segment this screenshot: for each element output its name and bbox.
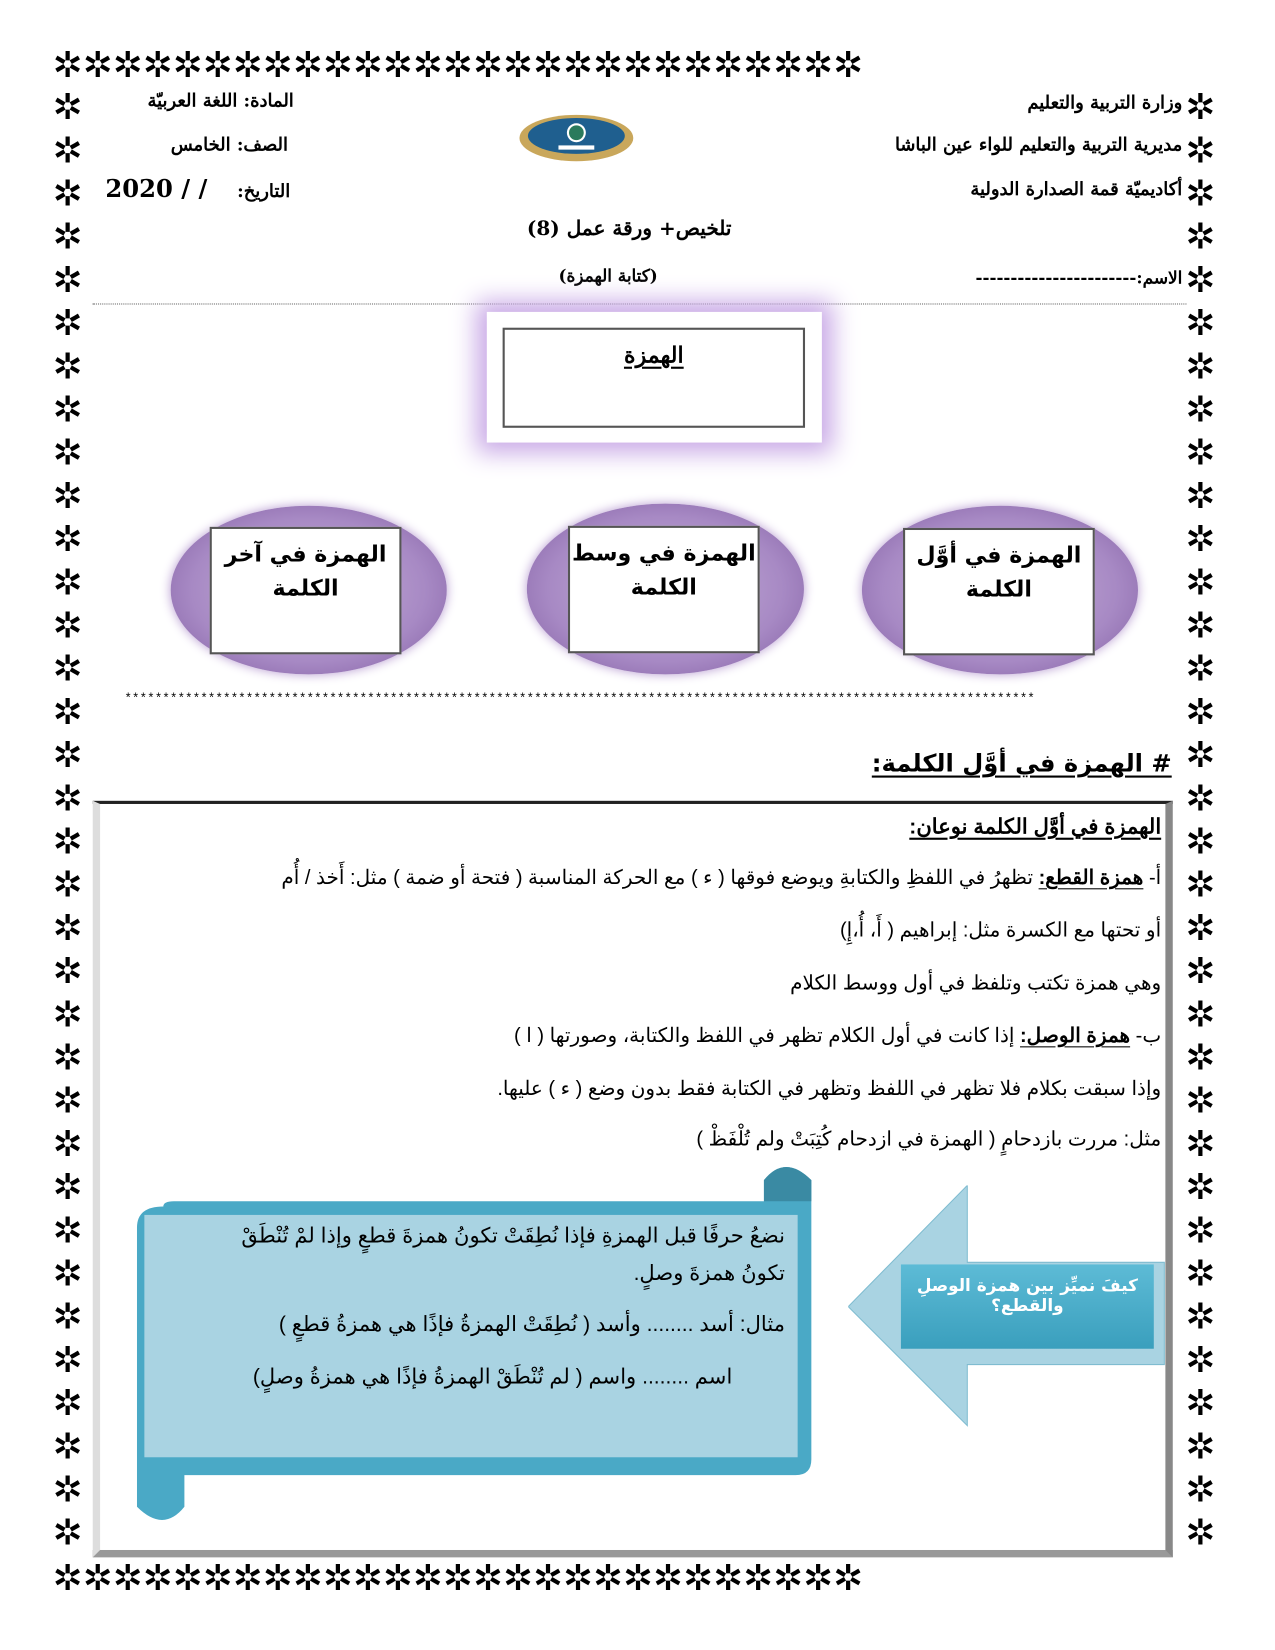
academy: أكاديميّة قمة الصدارة الدولية <box>970 179 1183 201</box>
star-border-right: ✲ ✲ ✲ ✲ ✲ ✲ ✲ ✲ ✲ ✲ ✲ ✲ ✲ ✲ ✲ ✲ ✲ ✲ ✲ ✲ ✲ ✲ ✲ ✲ ✲ ✲ ✲ ✲ ✲ ✲ ✲ ✲ ✲ ✲ <box>1185 86 1216 1555</box>
section-subtitle: الهمزة في أوَّل الكلمة نوعان: <box>909 815 1162 839</box>
wasl-note: وإذا سبقت بكلام فلا تظهر في اللفظ وتظهر في الكتابة فقط بدون وضع ( ء ) عليها. <box>497 1077 1162 1101</box>
academy-logo <box>518 114 634 162</box>
subject: المادة: اللغة العربيّة <box>147 90 294 112</box>
grade: الصف: الخامس <box>170 134 288 156</box>
topic: (كتابة الهمزة) <box>558 265 658 286</box>
scroll-line-2: تكونُ همزةَ وصلٍ. <box>633 1262 786 1286</box>
star-border-left: ✲ ✲ ✲ ✲ ✲ ✲ ✲ ✲ ✲ ✲ ✲ ✲ ✲ ✲ ✲ ✲ ✲ ✲ ✲ ✲ ✲ ✲ ✲ ✲ ✲ ✲ ✲ ✲ ✲ ✲ ✲ ✲ ✲ ✲ <box>52 86 83 1555</box>
scroll-line-1: نضعُ حرفًا قبل الهمزةِ فإذا نُطِقَتْ تكونُ همزةَ قطعٍ وإذا لمْ تُنْطَقْ <box>241 1224 786 1248</box>
star-border-bottom: ✲✲✲✲✲✲✲✲✲✲✲✲✲✲✲✲✲✲✲✲✲✲✲✲✲✲✲ <box>52 1557 864 1600</box>
root-node: الهمزة <box>503 328 805 428</box>
wasl-example: مثل: مررت بازدحامٍ ( الهمزة في ازدحام كُتِبَتْ ولم تُلْفَظْ ) <box>696 1128 1162 1151</box>
scroll-shape <box>132 1154 827 1533</box>
child-node-end: الهمزة في آخر الكلمة <box>210 527 402 654</box>
qat-definition: أ- همزة القطع: تظهرُ في اللفظِ والكتابةِ ويوضع فوقها ( ء ) مع الحركة المناسبة ( فتحة أو ضمة ) مثل: أَخذ / أُم <box>281 867 1162 890</box>
wasl-definition: ب- همزة الوصل: إذا كانت في أول الكلام تظهر في اللفظ والكتابة، وصورتها ( ا ) <box>513 1025 1162 1048</box>
star-separator: ************************************************************************************************************************ <box>124 691 1035 706</box>
callout-question: كيفَ نميِّز بين همزة الوصلِ والقطع؟ <box>901 1264 1154 1348</box>
date-value: 2020 / / <box>105 174 208 204</box>
section-title: # الهمزة في أوَّل الكلمة: <box>871 750 1172 778</box>
name-field[interactable]: الاسم:----------------------- <box>975 267 1183 288</box>
directorate: مديرية التربية والتعليم للواء عين الباشا <box>894 134 1183 156</box>
worksheet-title: تلخيص+ ورقة عمل (8) <box>526 217 732 241</box>
child-node-middle: الهمزة في وسط الكلمة <box>568 526 760 653</box>
date-label: التاريخ: <box>237 181 291 203</box>
header-divider <box>93 303 1187 304</box>
qat-note: وهي همزة تكتب وتلفظ في أول ووسط الكلام <box>790 972 1162 995</box>
star-border-top: ✲✲✲✲✲✲✲✲✲✲✲✲✲✲✲✲✲✲✲✲✲✲✲✲✲✲✲ <box>52 44 864 87</box>
child-node-start: الهمزة في أوَّل الكلمة <box>903 528 1095 655</box>
qat-kasra: أو تحتها مع الكسرة مثل: إبراهيم ( أَ، أُ،إِ) <box>839 919 1162 943</box>
scroll-line-3: مثال: أسد ........ وأسد ( نُطِقَتْ الهمزةُ فإذًا هي همزةُ قطعٍ ) <box>278 1312 786 1337</box>
scroll-line-4: اسم ........ واسم ( لم تُنْطَقْ الهمزةُ فإذًا هي همزةُ وصلٍ) <box>252 1365 733 1389</box>
ministry: وزارة التربية والتعليم <box>1027 92 1183 114</box>
